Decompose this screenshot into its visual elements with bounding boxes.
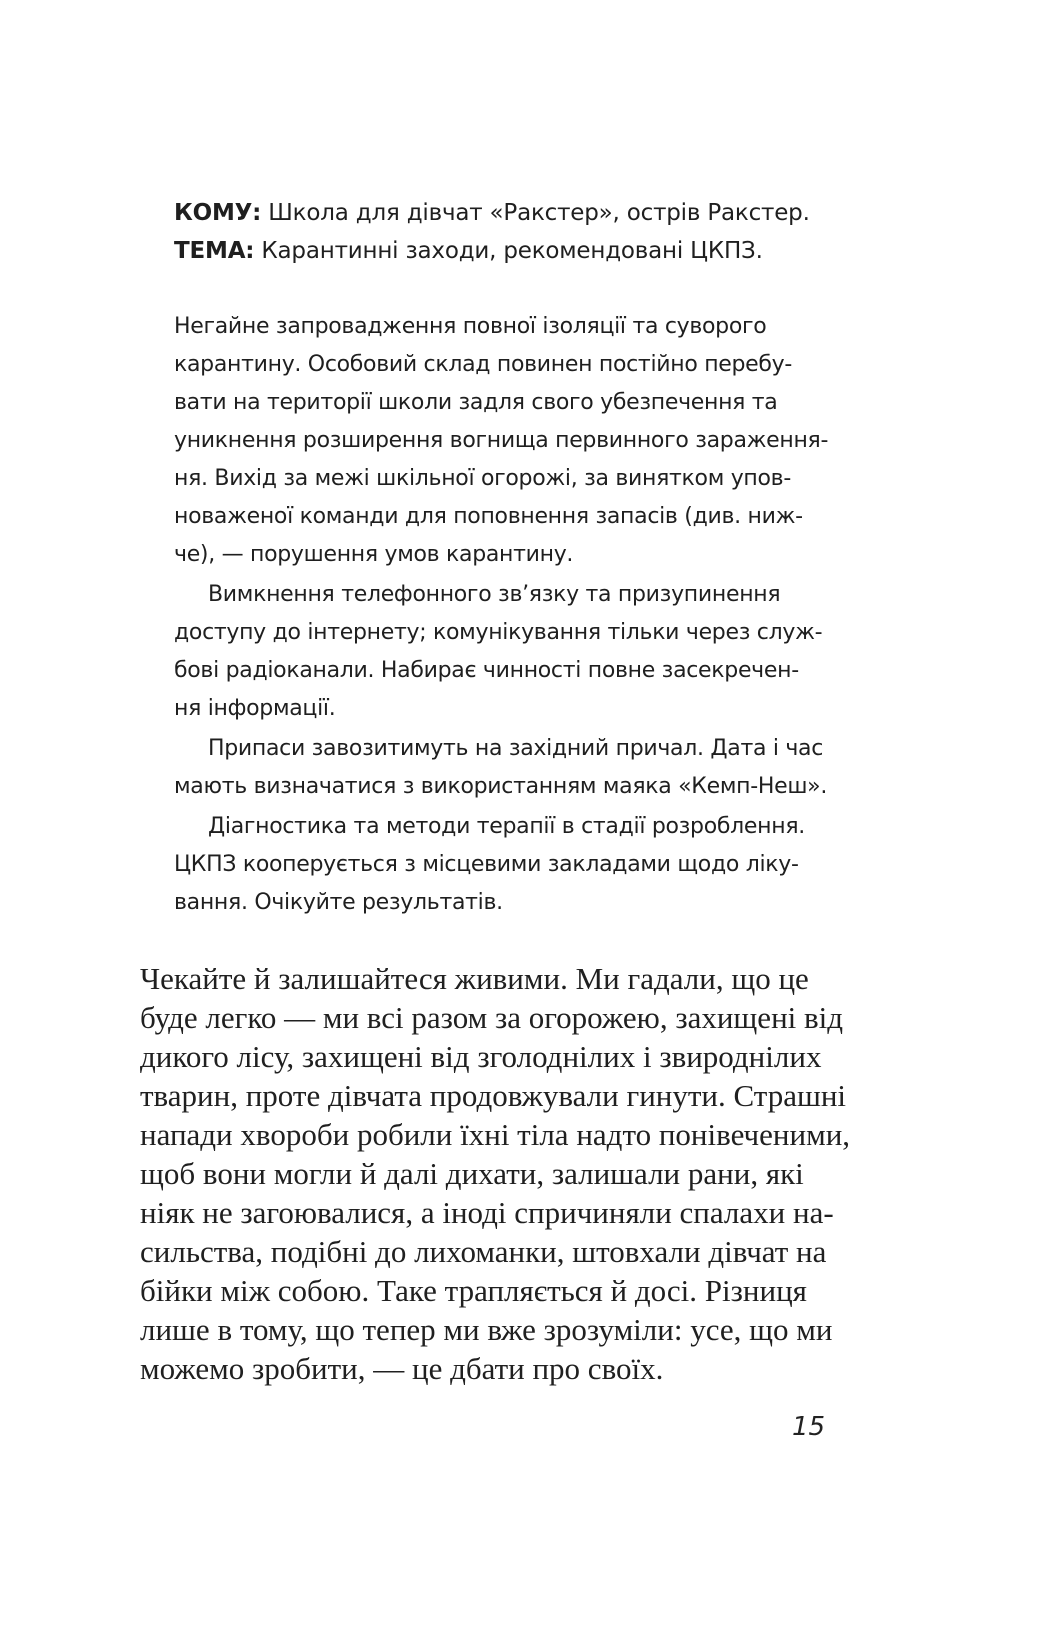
memo-body-line: Вимкнення телефонного зв’язку та призупинення [208, 582, 781, 607]
memo-body-line: мають визначатися з використанням маяка «Кемп-Неш». [174, 774, 828, 799]
page-number: 15 [792, 1412, 826, 1442]
prose-line: щоб вони могли й далі дихати, залишали рани, які [140, 1156, 804, 1191]
memo-subject-value: Карантинні заходи, рекомендовані ЦКПЗ. [254, 238, 763, 264]
memo-to-value: Школа для дівчат «Ракстер», острів Ракстер. [261, 200, 810, 226]
memo-body-line: новаженої команди для поповнення запасів (див. ниж- [174, 504, 803, 529]
memo-body-line: вати на території школи задля свого убезпечення та [174, 390, 778, 415]
memo-body-line: Припаси завозитимуть на західний причал. Дата і час [208, 736, 824, 761]
memo-body-line: Негайне запровадження повної ізоляції та суворого [174, 314, 767, 339]
memo-subject-line [174, 234, 763, 268]
memo-body-line: бові радіоканали. Набирає чинності повне засекречен- [174, 658, 799, 683]
memo-body-line: ня інформації. [174, 696, 336, 721]
memo-body-line: вання. Очікуйте результатів. [174, 890, 503, 915]
memo-body-line: карантину. Особовий склад повинен постійно перебу- [174, 352, 793, 377]
memo-body-line: ня. Вихід за межі шкільної огорожі, за винятком упов- [174, 466, 791, 491]
prose-line: ніяк не загоювалися, а іноді спричиняли спалахи на- [140, 1195, 834, 1230]
prose-line: можемо зробити, — це дбати про своїх. [140, 1351, 664, 1386]
prose-line: сильства, подібні до лихоманки, штовхали дівчат на [140, 1234, 827, 1269]
prose-line: лише в тому, що тепер ми вже зрозуміли: усе, що ми [140, 1312, 833, 1347]
prose-line: тварин, проте дівчата продовжували гинути. Страшні [140, 1078, 847, 1113]
memo-body-line: ЦКПЗ кооперується з місцевими закладами щодо ліку- [174, 852, 799, 877]
prose-line: напади хвороби робили їхні тіла надто понівеченими, [140, 1117, 851, 1152]
memo-to-line [174, 196, 810, 230]
memo-body-line: уникнення розширення вогнища первинного зараження- [174, 428, 829, 453]
memo-to-label: КОМУ: [174, 200, 262, 226]
prose-line: буде легко — ми всі разом за огорожею, захищені від [140, 1000, 844, 1035]
memo-body-line: Діагностика та методи терапії в стадії розроблення. [208, 814, 805, 839]
memo-body-line: че), — порушення умов карантину. [174, 542, 574, 567]
memo-subject-label: ТЕМА: [174, 238, 255, 264]
prose-line: бійки між собою. Таке трапляється й досі. Різниця [140, 1273, 807, 1308]
prose-line: дикого лісу, захищені від зголоднілих і звироднілих [140, 1039, 822, 1074]
prose-line: Чекайте й залишайтеся живими. Ми гадали, що це [140, 961, 809, 996]
memo-body-line: доступу до інтернету; комунікування тільки через служ- [174, 620, 823, 645]
